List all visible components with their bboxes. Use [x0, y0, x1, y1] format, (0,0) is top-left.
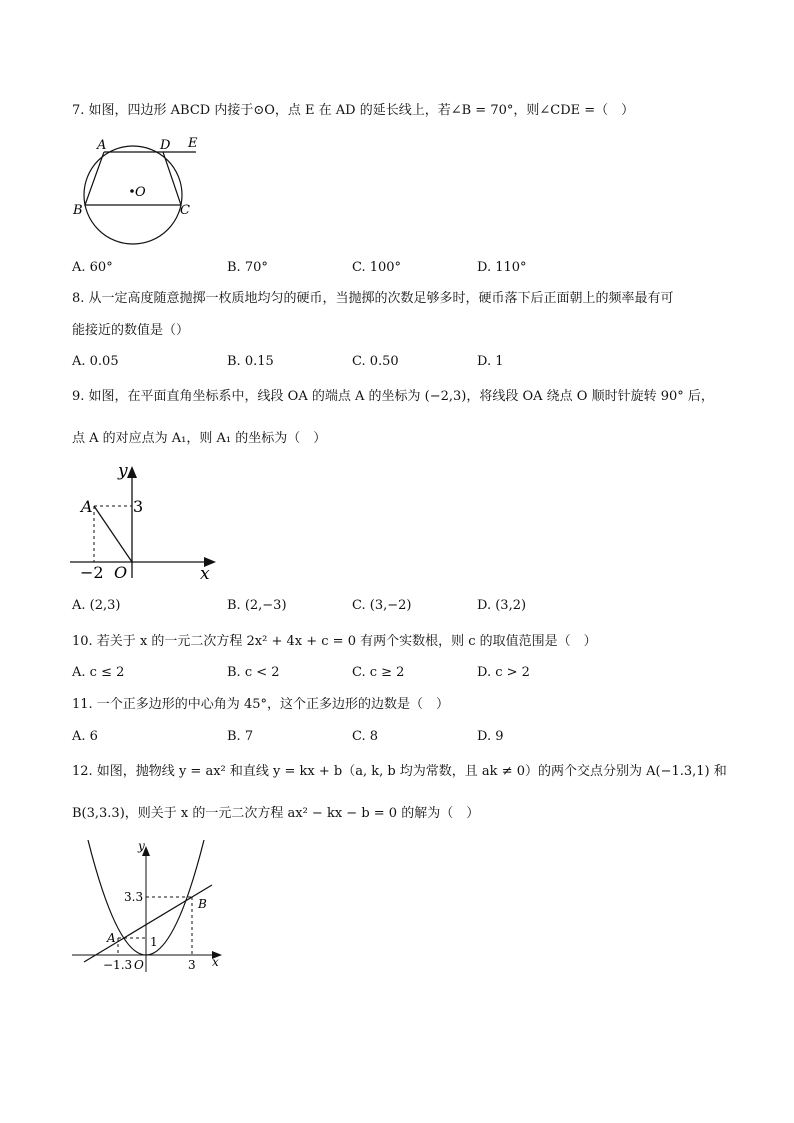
q7-option-d: D. 110°	[477, 260, 527, 275]
q9-option-c: C. (3,−2)	[352, 598, 412, 613]
y-axis-arrow	[127, 466, 137, 478]
q12-text-line2: B(3,3.3)，则关于 x 的一元二次方程 ax² − kx − b = 0 的解为（ ）	[72, 806, 480, 821]
label-d: D	[160, 138, 171, 153]
q11-option-c: C. 8	[352, 729, 379, 744]
label-x: x	[200, 564, 210, 582]
q9-figure	[70, 460, 220, 586]
q9-option-a: A. (2,3)	[72, 598, 121, 613]
q7-text: 7. 如图，四边形 ABCD 内接于⊙O，点 E 在 AD 的延长线上，若∠B = 70°，则∠CDE =（ ）	[72, 103, 635, 118]
q11-text: 11. 一个正多边形的中心角为 45°，这个正多边形的边数是（ ）	[72, 697, 449, 712]
q9-option-b: B. (2,−3)	[227, 598, 287, 613]
q10-option-d: D. c > 2	[477, 665, 530, 680]
segment-oa	[94, 506, 132, 562]
q11-option-d: D. 9	[477, 729, 504, 744]
q8-text-line2: 能接近的数值是（）	[72, 323, 190, 338]
q8-option-a: A. 0.05	[72, 354, 119, 369]
q12-text-line1: 12. 如图，抛物线 y = ax² 和直线 y = kx + b（a, k, b 均为常数，且 ak ≠ 0）的两个交点分别为 A(−1.3,1) 和	[72, 764, 727, 779]
label-neg-one-three: −1.3	[103, 958, 133, 972]
q8-option-b: B. 0.15	[227, 354, 274, 369]
label-a: A	[107, 931, 116, 945]
label-y: y	[118, 461, 128, 481]
q10-option-c: C. c ≥ 2	[352, 665, 405, 680]
label-e: E	[188, 136, 198, 151]
circle-o	[84, 146, 182, 244]
q10-option-a: A. c ≤ 2	[72, 665, 125, 680]
q8-option-d: D. 1	[477, 354, 504, 369]
circle-quadrilateral-diagram	[70, 132, 210, 248]
q7-option-c: C. 100°	[352, 260, 402, 275]
label-y: y	[138, 839, 145, 853]
label-neg-two: −2	[80, 563, 104, 582]
q8-option-c: C. 0.50	[352, 354, 399, 369]
parabola-line-diagram	[70, 838, 230, 976]
label-o: O	[135, 185, 146, 200]
label-x: x	[212, 955, 219, 969]
q12-figure	[70, 838, 230, 980]
label-c: C	[180, 203, 190, 218]
q8-text-line1: 8. 从一定高度随意抛掷一枚质地均匀的硬币，当抛掷的次数足够多时，硬币落下后正面朝上的频率最有可	[72, 291, 674, 306]
label-a: A	[97, 138, 107, 153]
q11-option-a: A. 6	[72, 729, 98, 744]
label-three: 3	[188, 958, 196, 972]
center-point-o	[130, 189, 134, 193]
q10-option-b: B. c < 2	[227, 665, 280, 680]
coordinate-diagram-oa	[70, 460, 220, 582]
q7-figure	[70, 132, 210, 252]
label-b: B	[73, 203, 83, 218]
q9-option-d: D. (3,2)	[477, 598, 527, 613]
q11-option-b: B. 7	[227, 729, 254, 744]
q7-option-a: A. 60°	[72, 260, 113, 275]
label-b: B	[198, 897, 207, 911]
q9-text-line1: 9. 如图，在平面直角坐标系中，线段 OA 的端点 A 的坐标为 (−2,3)，将线段 OA 绕点 O 顺时针旋转 90° 后，	[72, 389, 714, 404]
label-o: O	[134, 958, 144, 972]
label-three-three: 3.3	[124, 890, 144, 904]
q10-text: 10. 若关于 x 的一元二次方程 2x² + 4x + c = 0 有两个实数根，则 c 的取值范围是（ ）	[72, 634, 597, 649]
label-three: 3	[133, 497, 144, 516]
label-one: 1	[150, 935, 158, 949]
q7-option-b: B. 70°	[227, 260, 268, 275]
q9-text-line2: 点 A 的对应点为 A₁，则 A₁ 的坐标为（ ）	[72, 431, 327, 446]
label-o: O	[114, 563, 128, 582]
label-a: A	[81, 497, 93, 516]
